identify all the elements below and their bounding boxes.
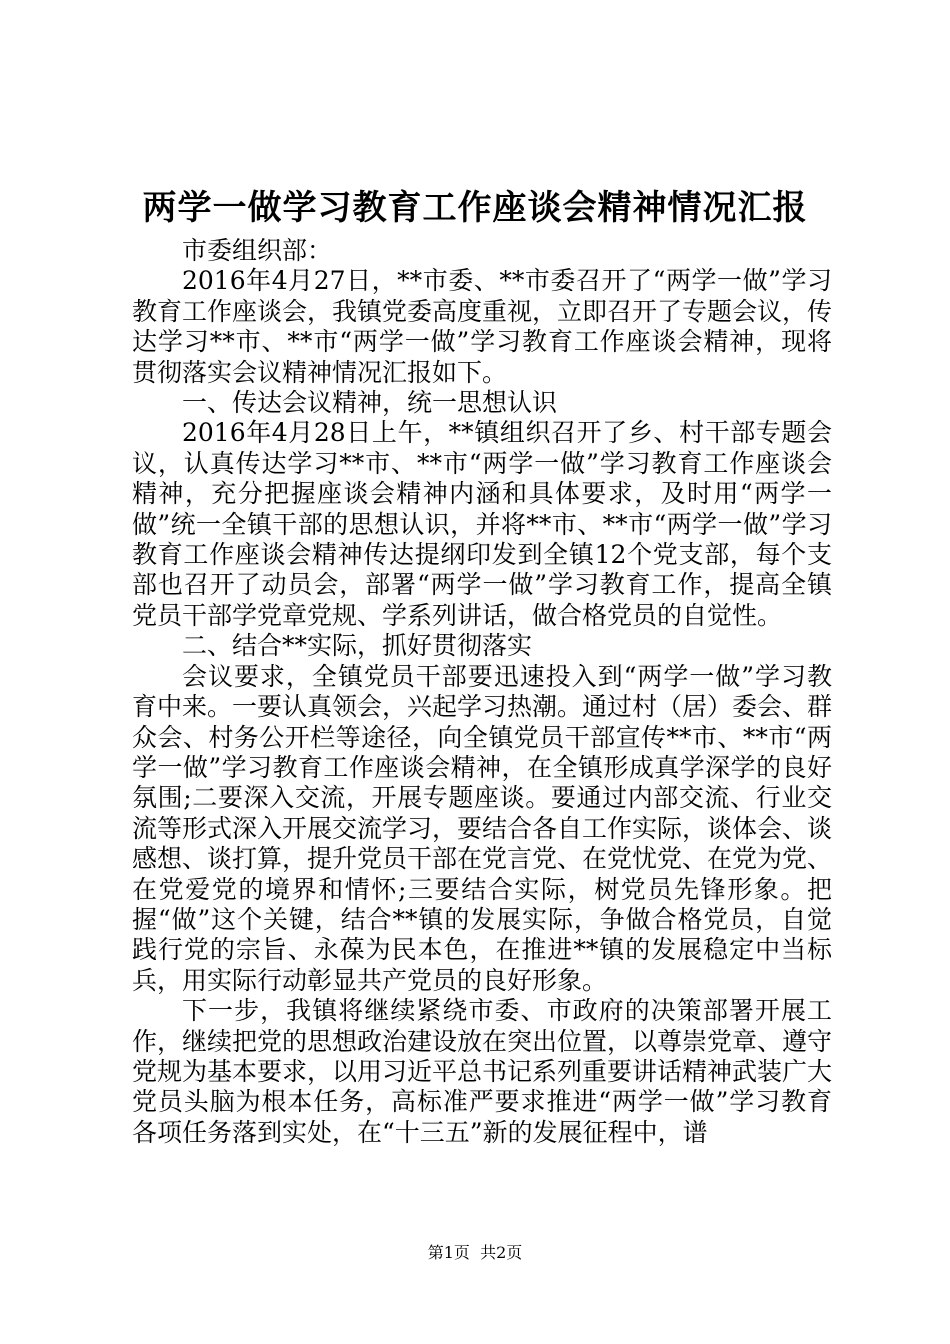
paragraph-intro: 2016年4月27日，**市委、**市委召开了“两学一做”学习教育工作座谈会，我镇党委高度重视，立即召开了专题会议，传达学习**市、**市“两学一做”学习教育工作座谈会精神，现将贯彻落实会议精神情况汇报如下。 [132, 266, 833, 387]
paragraph-next-steps: 下一步，我镇将继续紧绕市委、市政府的决策部署开展工作，继续把党的思想政治建设放在突出位置，以尊崇党章、遵守党规为基本要求，以用习近平总书记系列重要讲话精神武装广大党员头脑为根本任务，高标准严要求推进“两学一做”学习教育各项任务落到实处，在“十三五”新的发展征程中，谱 [132, 996, 833, 1147]
page-number: 第1页 [427, 1243, 470, 1262]
page-footer [0, 1243, 950, 1263]
section-heading-1: 一、传达会议精神，统一思想认识 [182, 388, 558, 418]
paragraph-section-1: 2016年4月28日上午，**镇组织召开了乡、村干部专题会议，认真传达学习**市、**市“两学一做”学习教育工作座谈会精神，充分把握座谈会精神内涵和具体要求，及时用“两学一做”统一全镇干部的思想认识，并将**市、**市“两学一做”学习教育工作座谈会精神传达提纲印发到全镇12个党支部，每个支部也召开了动员会，部署“两学一做”学习教育工作，提高全镇党员干部学党章党规、学系列讲话，做合格党员的自觉性。 [132, 418, 832, 630]
salutation: 市委组织部： [182, 236, 333, 265]
document-title: 两学一做学习教育工作座谈会精神情况汇报 [142, 188, 808, 228]
page-total: 共2页 [480, 1243, 523, 1262]
document-body [132, 236, 832, 1148]
paragraph-section-2: 会议要求，全镇党员干部要迅速投入到“两学一做”学习教育中来。一要认真领会，兴起学习热潮。通过村（居）委会、群众会、村务公开栏等途径，向全镇党员干部宣传**市、**市“两学一做”学习教育工作座谈会精神，在全镇形成真学深学的良好氛围;二要深入交流，开展专题座谈。要通过内部交流、行业交流等形式深入开展交流学习，要结合各自工作实际，谈体会、谈感想、谈打算，提升党员干部在党言党、在党忧党、在党为党、在党爱党的境界和情怀;三要结合实际，树党员先锋形象。把握“做”这个关键，结合**镇的发展实际，争做合格党员，自觉践行党的宗旨、永葆为民本色，在推进**镇的发展稳定中当标兵，用实际行动彰显共产党员的良好形象。 [132, 661, 833, 995]
section-heading-2: 二、结合**实际，抓好贯彻落实 [182, 631, 533, 661]
